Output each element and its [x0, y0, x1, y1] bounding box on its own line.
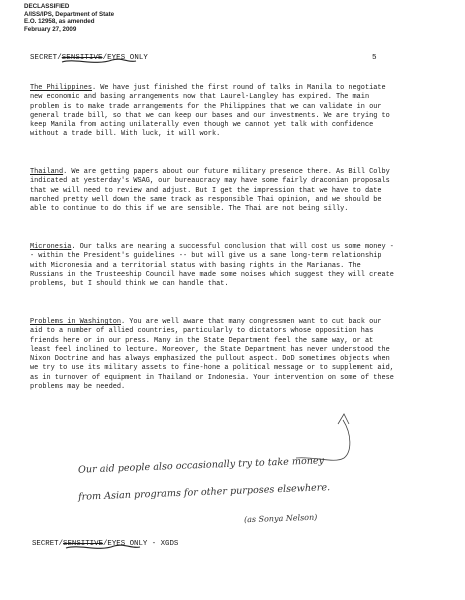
- paragraph-body-thailand: . We are getting papers about our future military presence there. As Bill Colby indicated at yesterday's WSAG, our bureaucracy may have some fairly draconian proposals that we will need to review and adjust. But I get the impression that we have to date marched pretty well down the same track as responsible Thai opinion, and we should be able to continue to do this if we are sensible. The Thai are not being silly.: [30, 168, 390, 213]
- page-number: 5: [372, 54, 377, 62]
- handwritten-insertion-curve: [296, 420, 350, 460]
- paragraph-body-micronesia: . Our talks are nearing a successful conclusion that will cost us some money -- within the President's guidelines -- but will give us a sane long-term relationship with Micronesia and a territorial status with basing rights in the Marianas. The Russians in the Trusteeship Council have made some noises which suggest they will create problems, but I should think we can handle that.: [30, 243, 394, 288]
- paragraph-label-micronesia: Micronesia: [30, 243, 72, 251]
- handwritten-note-line-2: from Asian programs for other purposes elsewhere.: [77, 482, 331, 503]
- header-sensitive-scribble: [62, 59, 136, 62]
- stamp-line-office: A/ISS/IPS, Department of State: [24, 10, 115, 18]
- stamp-line-order: E.O. 12958, as amended: [24, 18, 95, 26]
- handwritten-note-line-1: Our aid people also occasionally try to take money: [77, 455, 325, 476]
- footer-classif-eyes-only: /EYES ONLY - XGDS: [102, 540, 179, 548]
- header-classif-secret: SECRET/: [30, 54, 62, 62]
- paragraph-label-philippines: The Philippines: [30, 84, 93, 92]
- stamp-line-date: February 27, 2009: [24, 25, 77, 33]
- paragraph-label-thailand: Thailand: [30, 168, 64, 176]
- footer-classif-sensitive-struck: SENSITIVE: [63, 540, 103, 548]
- header-classif-eyes-only: /EYES ONLY: [102, 54, 148, 62]
- handwritten-note-attribution: (as Sonya Nelson): [243, 512, 318, 525]
- header-classif-sensitive-struck: SENSITIVE: [61, 54, 103, 62]
- paragraph-body-washington: . You are well aware that many congressmen want to cut back our aid to a number of allied countries, particularly to dictators whose opposition has friends here or in our press. Many in the State Department feel the same way, or at least feel inclined to lecture. Moreover, the State Department has never understood the Nixon Doctrine and has always emphasized the pullout aspect. DoD sometimes objects when we try to use its military assets to fine-hone a political message or to supplement aid, as in turnover of equipment in Thailand or Indonesia. Your intervention on some of these problems may be needed.: [30, 318, 394, 391]
- paragraph-body-philippines: . We have just finished the first round of talks in Manila to negotiate new economic and basing arrangements now that Laurel-Langley has expired. The main problem is to make trade arrangements for the Philippines that we can validate in our general trade bill, so that we can keep our bases and our investments. We are trying to keep Manila from acting unilaterally even though we cannot yet talk with confidence without a trade bill. With luck, it will work.: [30, 84, 390, 139]
- stamp-line-declassified: DECLASSIFIED: [24, 3, 70, 10]
- paragraph-label-washington: Problems in Washington: [30, 318, 121, 326]
- handwritten-caret-mark: [338, 414, 349, 424]
- footer-classification: [32, 540, 178, 548]
- footer-classif-secret: SECRET/: [32, 540, 64, 548]
